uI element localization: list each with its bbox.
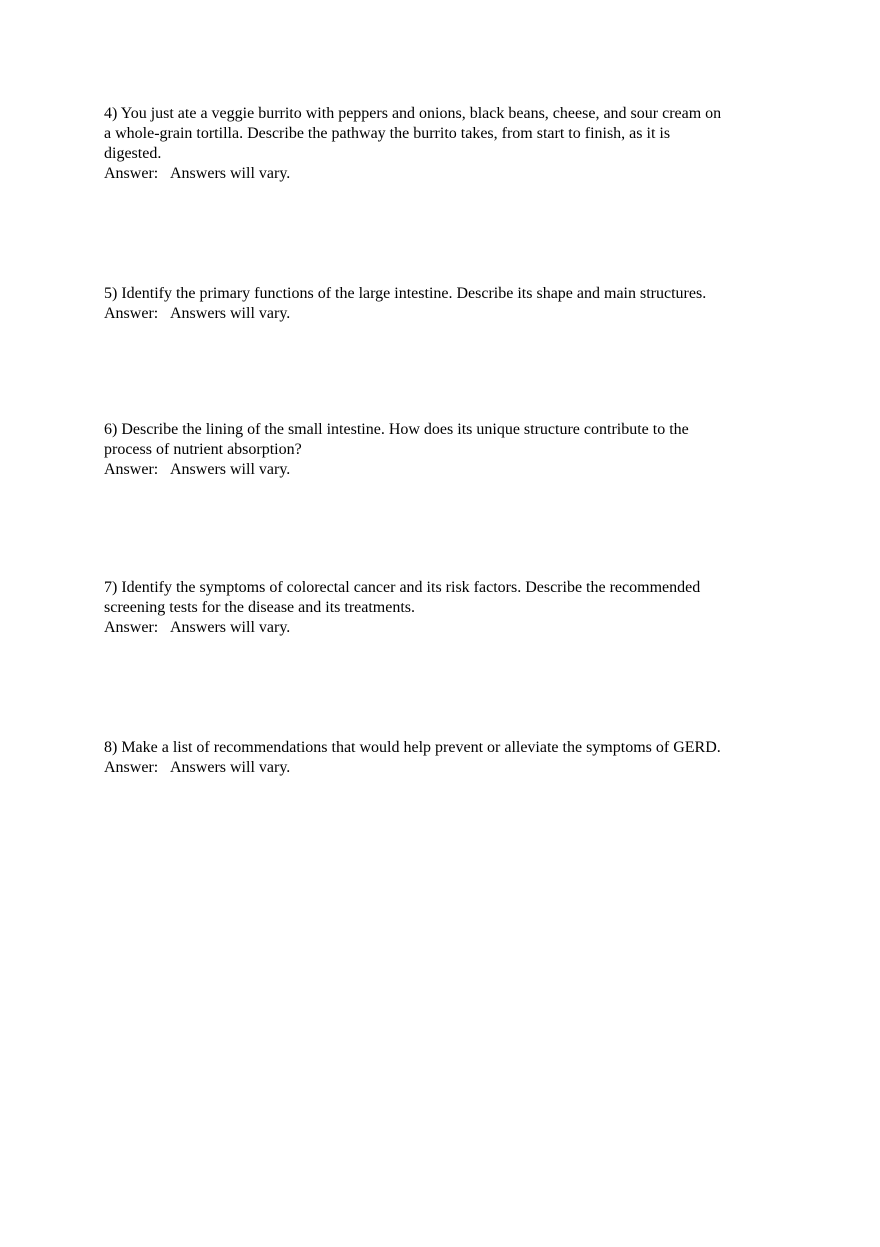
answer-label: Answer: [104, 759, 159, 776]
answer-line [104, 164, 784, 184]
answer-text: Answers will vary. [170, 619, 291, 636]
question-6 [104, 420, 784, 480]
answer-label: Answer: [104, 461, 159, 478]
question-text: 4) You just ate a veggie burrito with peppers and onions, black beans, cheese, and sour cream on a whole-grain tortilla. Describe the pathway the burrito takes, from start to finish, as it is digested. [104, 105, 722, 162]
question-7 [104, 578, 784, 638]
answer-label: Answer: [104, 165, 159, 182]
question-4 [104, 104, 784, 184]
answer-line [104, 758, 784, 778]
answer-text: Answers will vary. [170, 305, 291, 322]
answer-line [104, 304, 784, 324]
answer-text: Answers will vary. [170, 759, 291, 776]
answer-text: Answers will vary. [170, 461, 291, 478]
question-text: 5) Identify the primary functions of the large intestine. Describe its shape and main structures. [104, 285, 707, 302]
question-5 [104, 284, 784, 324]
answer-label: Answer: [104, 305, 159, 322]
question-text: 7) Identify the symptoms of colorectal cancer and its risk factors. Describe the recommended screening tests for the disease and its treatments. [104, 579, 701, 616]
answer-text: Answers will vary. [170, 165, 291, 182]
question-text: 6) Describe the lining of the small intestine. How does its unique structure contribute to the process of nutrient absorption? [104, 421, 689, 458]
answer-line [104, 618, 784, 638]
answer-label: Answer: [104, 619, 159, 636]
question-8 [104, 738, 784, 778]
answer-line [104, 460, 784, 480]
question-text: 8) Make a list of recommendations that would help prevent or alleviate the symptoms of GERD. [104, 739, 721, 756]
